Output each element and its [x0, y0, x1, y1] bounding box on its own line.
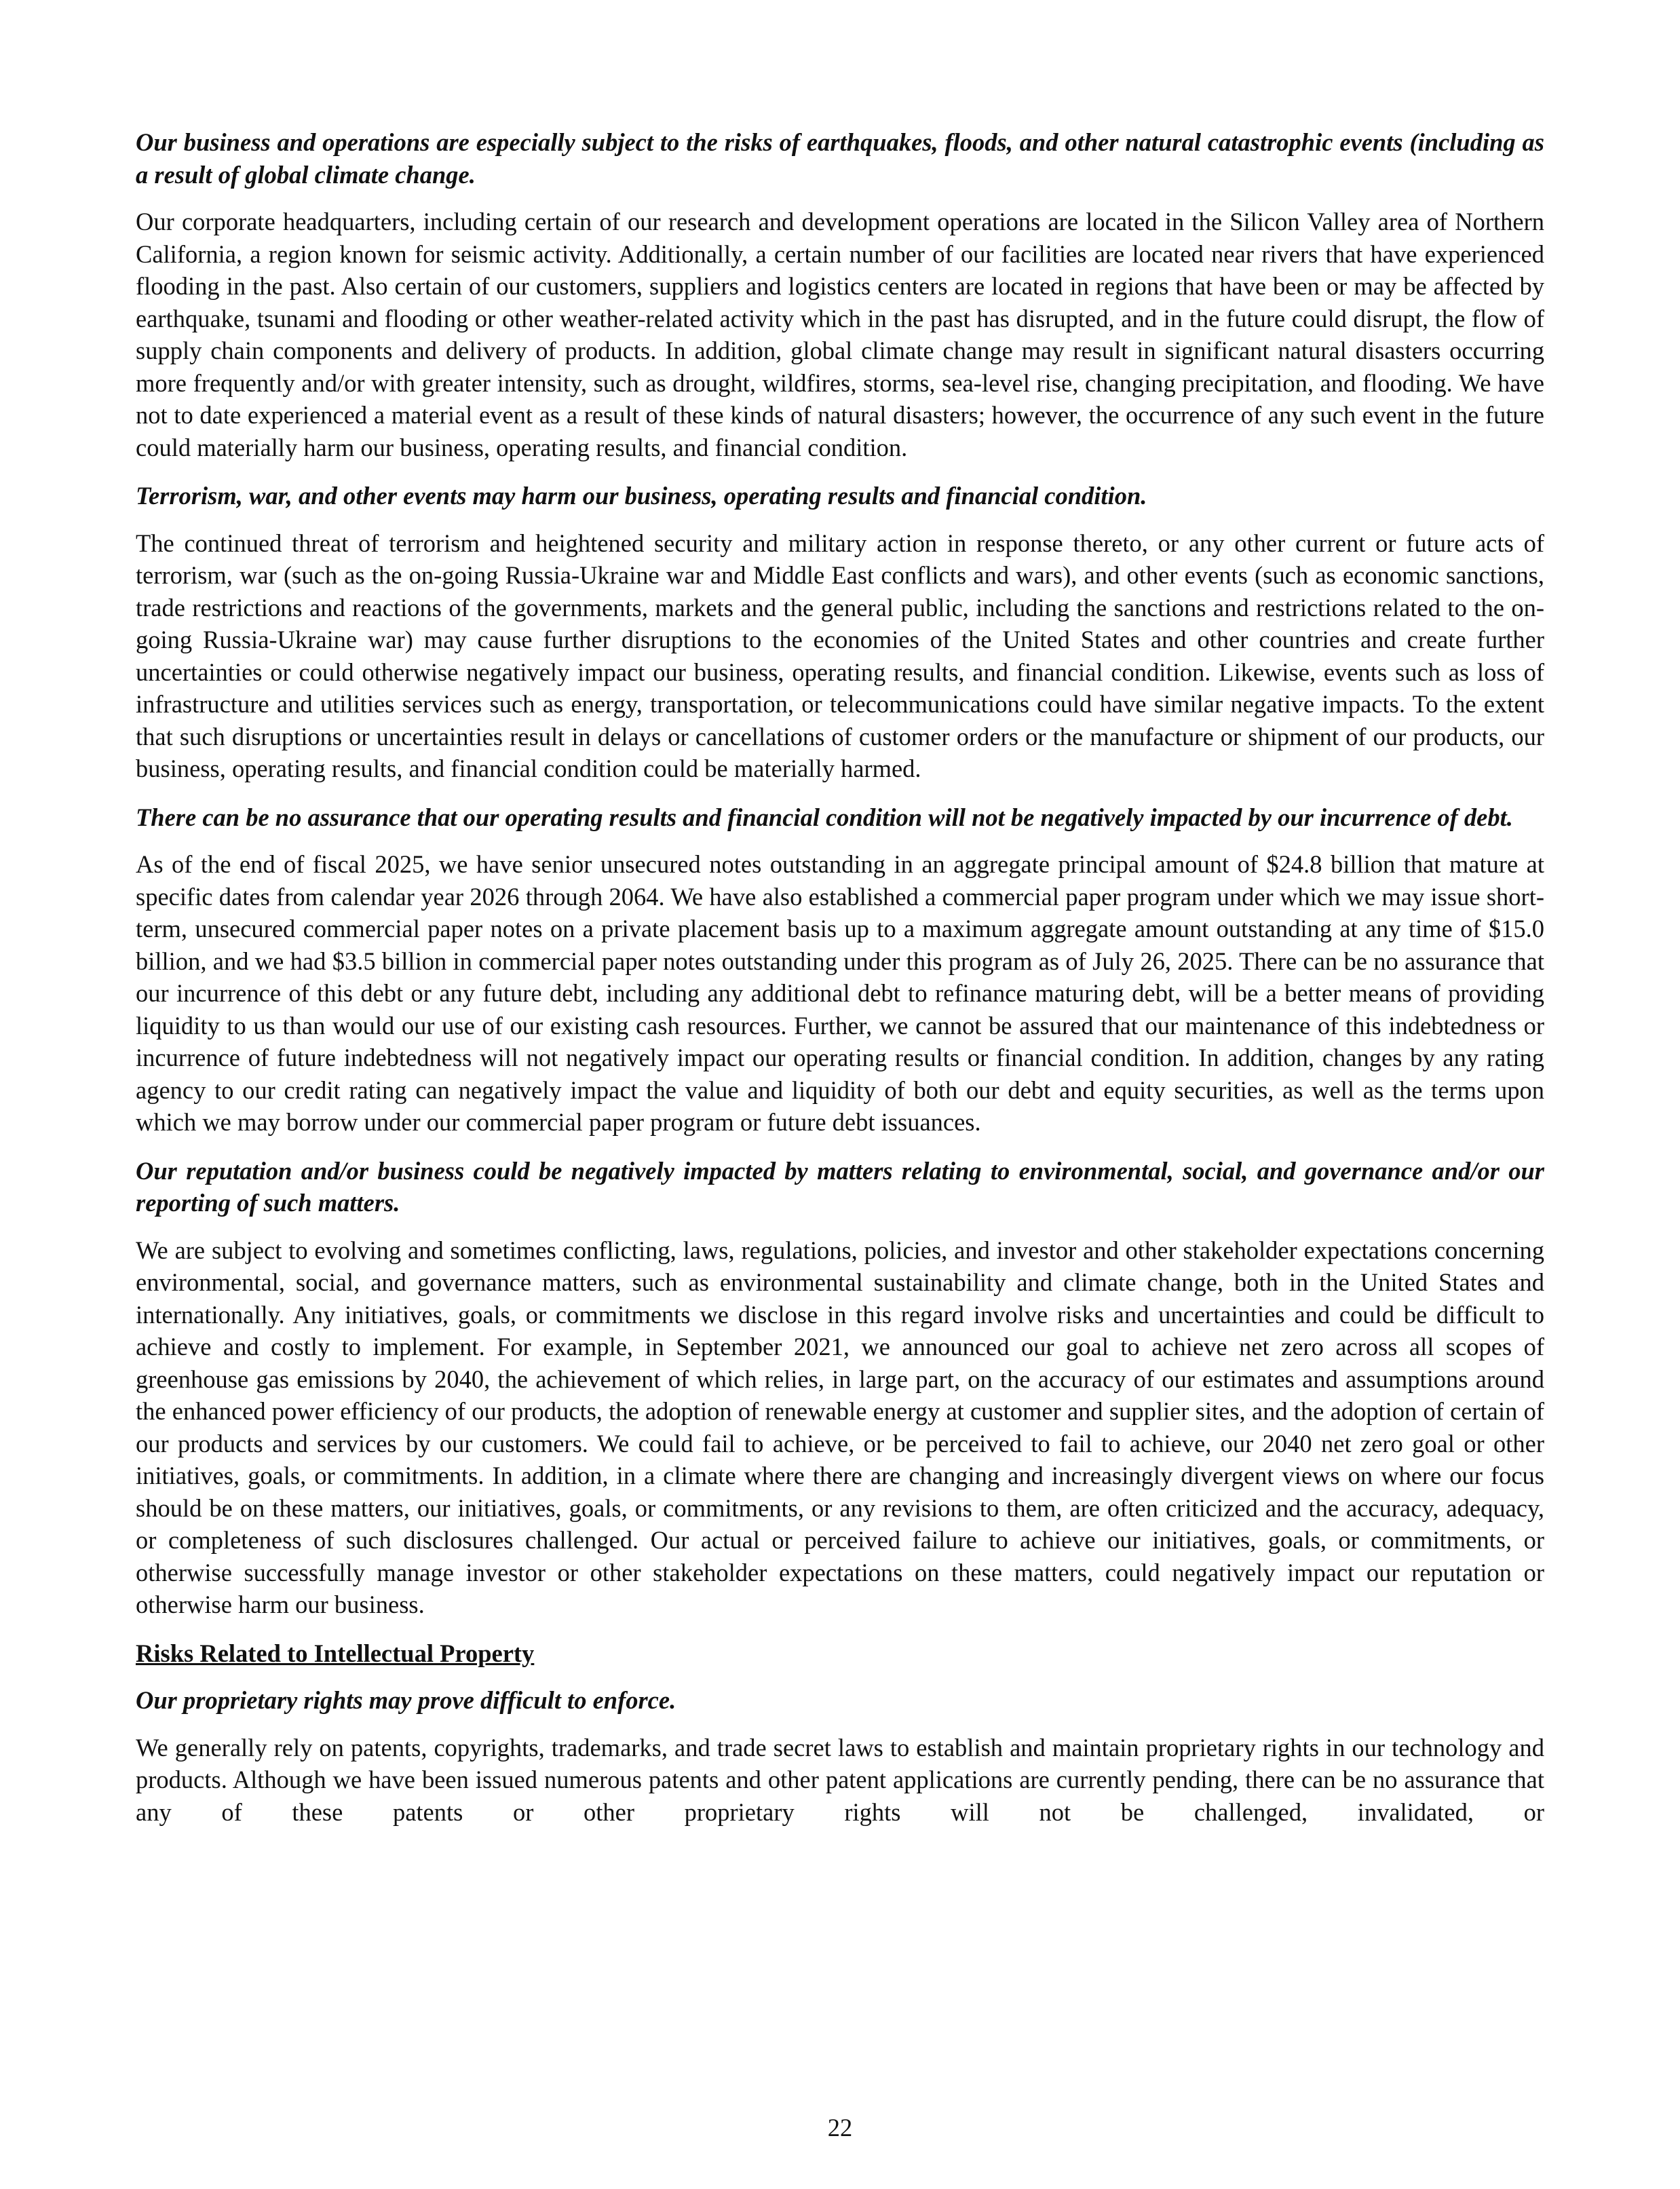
risk-heading-proprietary-rights: Our proprietary rights may prove difficult to enforce. — [136, 1686, 676, 1714]
section-title-intellectual-property: Risks Related to Intellectual Property — [136, 1639, 535, 1667]
risk-heading-terrorism-war: Terrorism, war, and other events may harm our business, operating results and financial condition. — [136, 482, 1147, 510]
risk-heading-esg: Our reputation and/or business could be negatively impacted by matters relating to environmental, social, and governance and/or our reporting of such matters. — [136, 1156, 1544, 1217]
risk-heading-debt: There can be no assurance that our operating results and financial condition will not be negatively impacted by our incurrence of debt. — [136, 803, 1513, 831]
risk-heading-natural-catastrophes: Our business and operations are especially subject to the risks of earthquakes, floods, and other natural catastrophic events (including as a result of global climate change. — [136, 128, 1544, 189]
risk-body-esg: We are subject to evolving and sometimes conflicting, laws, regulations, policies, and investor and other stakeholder expectations concerning environmental, social, and governance matters, such as environmental sustainability and climate change, both in the United States and internationally. Any initiatives, goals, or commitments we disclose in this regard involve risks and uncertainties and could be difficult to achieve and costly to implement. For example, in September 2021, we announced our goal to achieve net zero across all scopes of greenhouse gas emissions by 2040, the achievement of which relies, in large part, on the accuracy of our estimates and assumptions around the enhanced power efficiency of our products, the adoption of renewable energy at customer and supplier sites, and the adoption of certain of our products and services by our customers. We could fail to achieve, or be perceived to fail to achieve, our 2040 net zero goal or other initiatives, goals, or commitments. In addition, in a climate where there are changing and increasingly divergent views on where our focus should be on these matters, our initiatives, goals, or commitments, or any revisions to them, are often criticized and the accuracy, adequacy, or completeness of such disclosures challenged. Our actual or perceived failure to achieve our initiatives, goals, or commitments, or otherwise successfully manage investor or other stakeholder expectations on these matters, could negatively impact our reputation or otherwise harm our business. — [136, 1236, 1544, 1618]
risk-body-terrorism-war: The continued threat of terrorism and heightened security and military action in response thereto, or any other current or future acts of terrorism, war (such as the on-going Russia-Ukraine war and Middle East conflicts and wars), and other events (such as economic sanctions, trade restrictions and reactions of the governments, markets and the general public, including the sanctions and restrictions related to the on-going Russia-Ukraine war) may cause further disruptions to the economies of the United States and other countries and create further uncertainties or could otherwise negatively impact our business, operating results, and financial condition. Likewise, events such as loss of infrastructure and utilities services such as energy, transportation, or telecommunications could have similar negative impacts. To the extent that such disruptions or uncertainties result in delays or cancellations of customer orders or the manufacture or shipment of our products, our business, operating results, and financial condition could be materially harmed. — [136, 529, 1544, 782]
page-number: 22 — [827, 2114, 853, 2142]
document-page — [136, 126, 1544, 1828]
risk-body-natural-catastrophes: Our corporate headquarters, including certain of our research and development operations are located in the Silicon Valley area of Northern California, a region known for seismic activity. Additionally, a certain number of our facilities are located near rivers that have experienced flooding in the past. Also certain of our customers, suppliers and logistics centers are located in regions that have been or may be affected by earthquake, tsunami and flooding or other weather-related activity which in the past has disrupted, and in the future could disrupt, the flow of supply chain components and delivery of products. In addition, global climate change may result in significant natural disasters occurring more frequently and/or with greater intensity, such as drought, wildfires, storms, sea-level rise, changing precipitation, and flooding. We have not to date experienced a material event as a result of these kinds of natural disasters; however, the occurrence of any such event in the future could materially harm our business, operating results, and financial condition. — [136, 208, 1544, 461]
risk-body-proprietary-rights: We generally rely on patents, copyrights, trademarks, and trade secret laws to establish and maintain proprietary rights in our technology and products. Although we have been issued numerous patents and other patent applications are currently pending, there can be no assurance that any of these patents or other proprietary rights will not be challenged, invalidated, or — [136, 1733, 1544, 1826]
risk-body-debt: As of the end of fiscal 2025, we have senior unsecured notes outstanding in an aggregate principal amount of $24.8 billion that mature at specific dates from calendar year 2026 through 2064. We have also established a commercial paper program under which we may issue short-term, unsecured commercial paper notes on a private placement basis up to a maximum aggregate amount outstanding at any time of $15.0 billion, and we had $3.5 billion in commercial paper notes outstanding under this program as of July 26, 2025. There can be no assurance that our incurrence of this debt or any future debt, including any additional debt to refinance maturing debt, will be a better means of providing liquidity to us than would our use of our existing cash resources. Further, we cannot be assured that our maintenance of this indebtedness or incurrence of future indebtedness will not negatively impact our operating results or financial condition. In addition, changes by any rating agency to our credit rating can negatively impact the value and liquidity of both our debt and equity securities, as well as the terms upon which we may borrow under our commercial paper program or future debt issuances. — [136, 850, 1544, 1136]
